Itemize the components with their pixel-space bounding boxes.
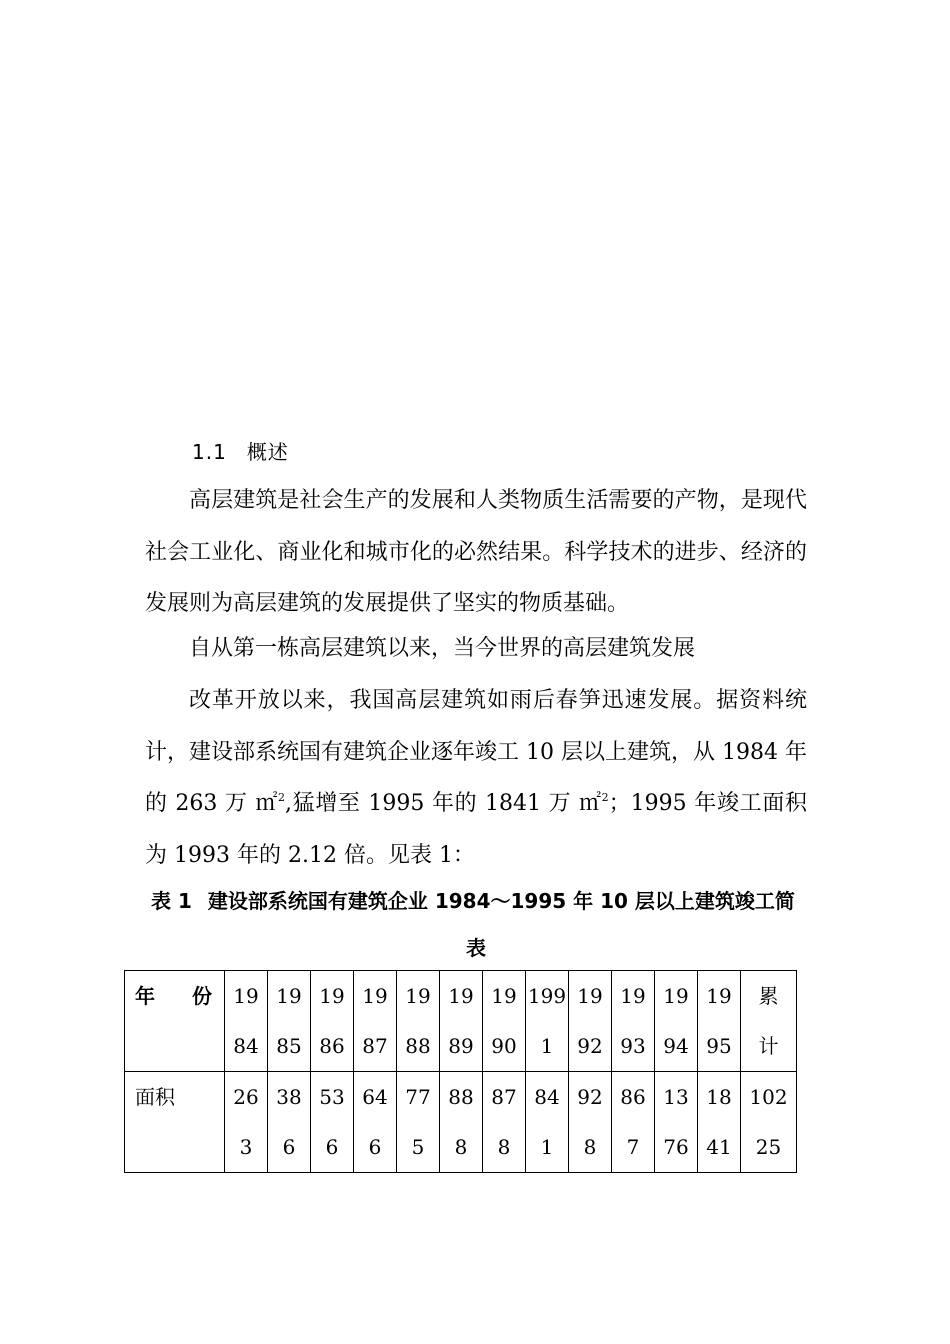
year-cell xyxy=(569,971,612,1072)
year-cell-line: 19 xyxy=(491,984,517,1008)
year-cell-line: 19 xyxy=(577,984,603,1008)
area-cell-line: 8 xyxy=(583,1135,597,1159)
year-cell xyxy=(268,971,311,1072)
completion-table xyxy=(124,970,797,1173)
area-cell xyxy=(741,1072,797,1173)
year-cell-line: 19 xyxy=(276,984,302,1008)
area-cell xyxy=(397,1072,440,1173)
year-cell-line: 19 xyxy=(405,984,431,1008)
paragraph-3-part-c: ；1995 年竣工面积为 1993 年的 2.12 倍。见表 1： xyxy=(145,791,807,868)
table-caption-label: 表 1 xyxy=(151,889,192,913)
table-caption xyxy=(145,872,807,930)
area-cell-line: 25 xyxy=(755,1135,782,1159)
area-cell-line: 8 xyxy=(497,1135,511,1159)
year-cell-line: 86 xyxy=(319,1034,345,1058)
paragraph-3 xyxy=(145,675,807,881)
area-cell xyxy=(569,1072,612,1173)
superscript-1: 2 xyxy=(278,791,285,804)
year-cell xyxy=(655,971,698,1072)
area-cell-line: 8 xyxy=(454,1135,468,1159)
section-title: 概述 xyxy=(246,440,289,464)
year-cell-line: 93 xyxy=(620,1034,646,1058)
area-cell xyxy=(655,1072,698,1173)
area-cell-line: 1 xyxy=(540,1135,554,1159)
area-cell xyxy=(354,1072,397,1173)
area-cell-line: 92 xyxy=(577,1085,603,1109)
paragraph-1: 高层建筑是社会生产的发展和人类物质生活需要的产物，是现代社会工业化、商业化和城市化的必然结果。科学技术的进步、经济的发展则为高层建筑的发展提供了坚实的物质基础。 xyxy=(145,488,807,616)
year-cell-line: 计 xyxy=(758,1034,779,1058)
year-cell-line: 94 xyxy=(663,1034,689,1058)
superscript-2: 2 xyxy=(601,791,609,804)
year-cell-line: 89 xyxy=(448,1034,474,1058)
area-cell-line: 6 xyxy=(368,1135,382,1159)
area-cell-line: 84 xyxy=(534,1085,560,1109)
year-cell-line: 累 xyxy=(758,984,779,1008)
area-cell-line: 38 xyxy=(276,1085,302,1109)
area-cell xyxy=(698,1072,741,1173)
year-cell-line: 19 xyxy=(362,984,388,1008)
paragraph-3-part-a: 改革开放以来，我国高层建筑如雨后春笋迅速发展。据资料统计，建设部系统国有建筑企业逐年竣工 10 层以上建筑，从 1984 年的 263 万 ㎡ xyxy=(145,688,807,816)
year-cell xyxy=(698,971,741,1072)
year-cell-line: 19 xyxy=(448,984,474,1008)
year-cell-line: 95 xyxy=(706,1034,732,1058)
year-cell xyxy=(311,971,354,1072)
table-caption-end: 表 xyxy=(466,936,486,960)
area-cell-line: 102 xyxy=(749,1085,788,1109)
area-cell xyxy=(311,1072,354,1173)
table-row-years xyxy=(125,971,797,1072)
area-cell-line: 86 xyxy=(620,1085,646,1109)
area-cell-line: 18 xyxy=(706,1085,732,1109)
table-row-areas xyxy=(125,1072,797,1173)
year-cell-line: 88 xyxy=(405,1034,431,1058)
area-cell-line: 76 xyxy=(663,1135,689,1159)
area-cell-line: 87 xyxy=(491,1085,517,1109)
section-number: 1.1 xyxy=(192,440,227,464)
area-cell-line: 7 xyxy=(626,1135,640,1159)
row-header-year xyxy=(125,971,225,1072)
year-cell xyxy=(526,971,569,1072)
area-cell xyxy=(225,1072,268,1173)
area-cell-line: 26 xyxy=(233,1085,259,1109)
area-cell xyxy=(268,1072,311,1173)
table-caption-text: 建设部系统国有建筑企业 1984～1995 年 10 层以上建筑竣工简 xyxy=(207,889,795,913)
section-heading xyxy=(192,436,289,465)
year-cell-line: 90 xyxy=(491,1034,517,1058)
row-header-year-a: 年 xyxy=(135,984,155,1008)
year-cell-line: 92 xyxy=(577,1034,603,1058)
row-header-area: 面积 xyxy=(125,1072,225,1173)
area-cell-line: 53 xyxy=(319,1085,345,1109)
row-header-year-b: 份 xyxy=(192,984,212,1008)
year-cell xyxy=(440,971,483,1072)
area-cell-line: 13 xyxy=(663,1085,689,1109)
year-cell-line: 19 xyxy=(663,984,689,1008)
paragraph-2: 自从第一栋高层建筑以来，当今世界的高层建筑发展 xyxy=(189,636,696,661)
area-cell-line: 5 xyxy=(411,1135,425,1159)
area-cell-line: 6 xyxy=(282,1135,296,1159)
year-cell-line: 87 xyxy=(362,1034,388,1058)
year-cell xyxy=(612,971,655,1072)
paragraph-3-part-b: ,猛增至 1995 年的 1841 万 ㎡ xyxy=(285,791,602,816)
year-cell-line: 19 xyxy=(620,984,646,1008)
year-cell-line: 19 xyxy=(706,984,732,1008)
area-cell-line: 88 xyxy=(448,1085,474,1109)
year-cell-line: 19 xyxy=(319,984,345,1008)
area-cell xyxy=(612,1072,655,1173)
year-cell xyxy=(225,971,268,1072)
year-cell xyxy=(354,971,397,1072)
area-cell xyxy=(440,1072,483,1173)
year-cell xyxy=(741,971,797,1072)
year-cell xyxy=(397,971,440,1072)
area-cell-line: 64 xyxy=(362,1085,388,1109)
year-cell-line: 1991 xyxy=(527,984,567,1058)
area-cell xyxy=(483,1072,526,1173)
area-cell-line: 77 xyxy=(405,1085,431,1109)
area-cell-line: 6 xyxy=(325,1135,339,1159)
area-cell-line: 41 xyxy=(706,1135,732,1159)
year-cell xyxy=(483,971,526,1072)
area-cell-line: 3 xyxy=(239,1135,253,1159)
year-cell-line: 85 xyxy=(276,1034,302,1058)
year-cell-line: 19 xyxy=(233,984,259,1008)
year-cell-line: 84 xyxy=(233,1034,259,1058)
area-cell xyxy=(526,1072,569,1173)
